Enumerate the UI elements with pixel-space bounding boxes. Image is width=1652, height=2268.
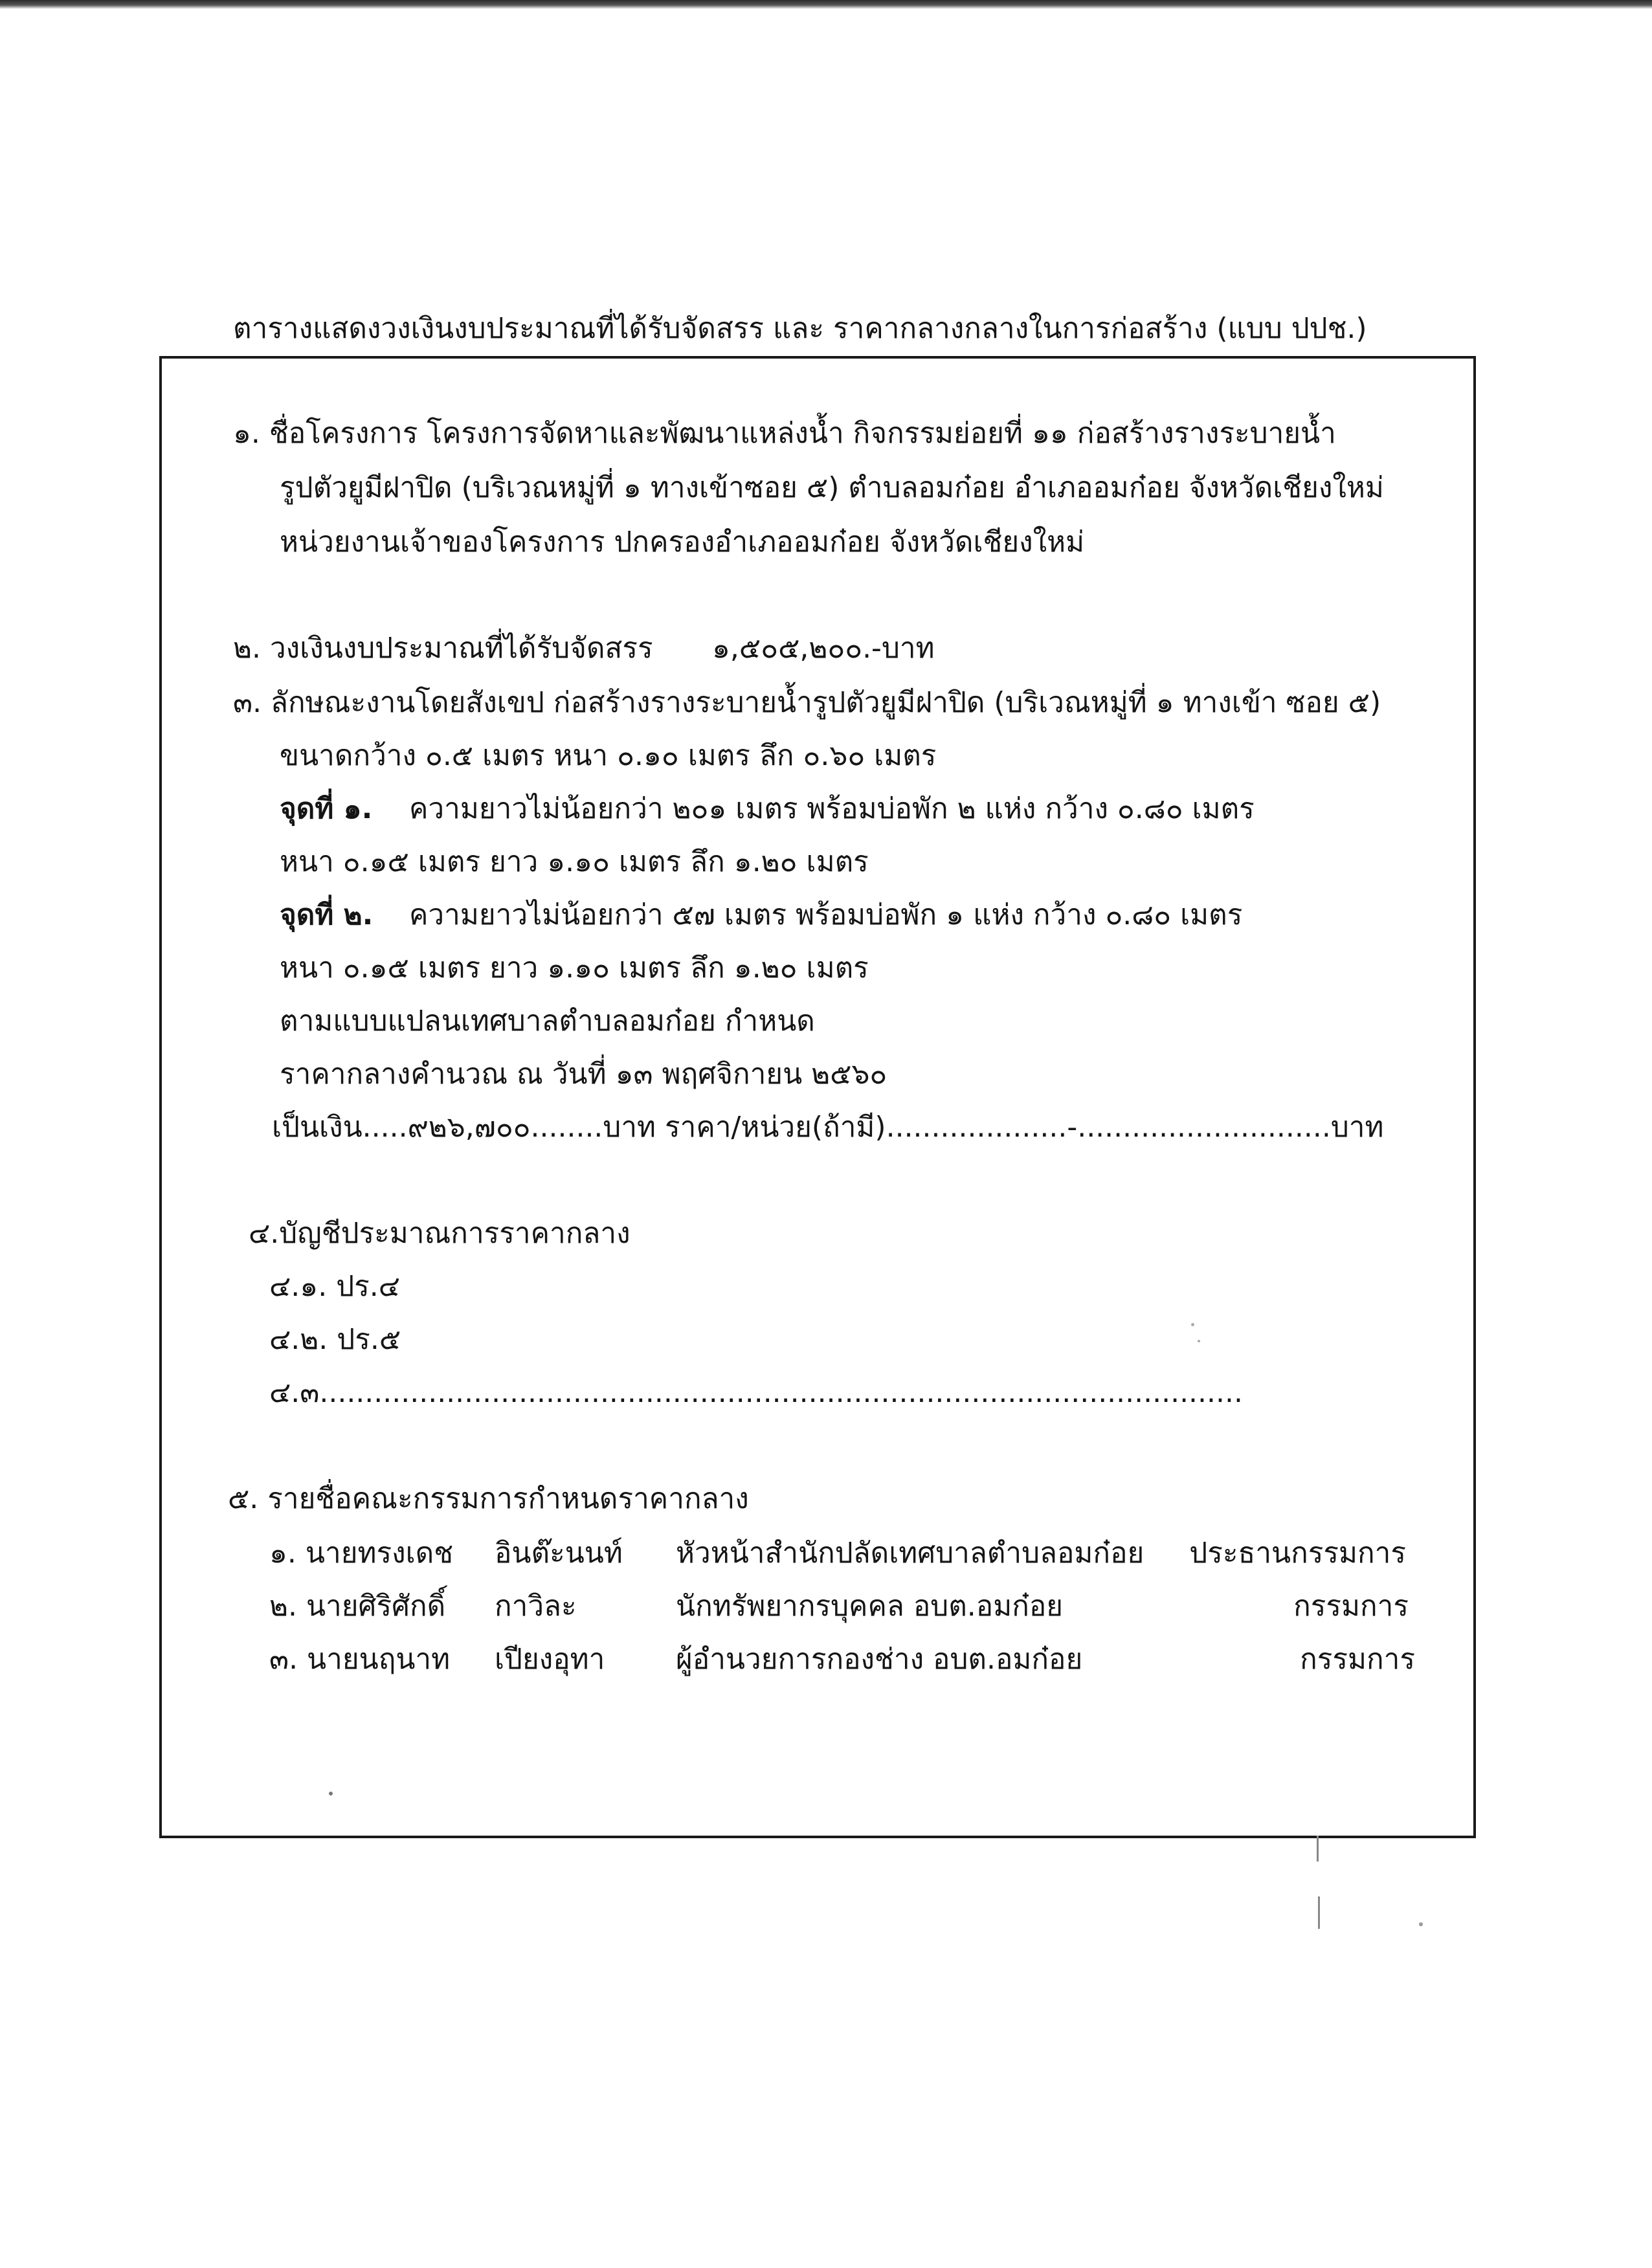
estimate-list-heading: ๔.บัญชีประมาณการราคากลาง xyxy=(249,1217,631,1250)
member-1-role: ประธานกรรมการ xyxy=(1189,1537,1406,1570)
member-3-position: ผู้อำนวยการกองช่าง อบต.อมก๋อย xyxy=(676,1643,1083,1676)
scan-mark xyxy=(1318,1896,1320,1929)
scan-mark xyxy=(1317,1836,1319,1862)
point-2-label: จุดที่ ๒. xyxy=(280,898,374,931)
scan-speck xyxy=(1191,1323,1194,1326)
scan-speck xyxy=(329,1792,333,1796)
member-2-surname: กาวิละ xyxy=(495,1590,577,1623)
estimate-item-2: ๔.๒. ปร.๕ xyxy=(269,1323,401,1356)
project-owner-line: หน่วยงานเจ้าของโครงการ ปกครองอำเภออมก๋อย จังหวัดเชียงใหม่ xyxy=(280,526,1085,559)
amount-line: เป็นเงิน.....๙๒๖,๗๐๐........บาท ราคา/หน่วย(ถ้ามี)....................-............................บาท xyxy=(272,1111,1384,1144)
work-summary-size: ขนาดกว้าง ๐.๕ เมตร หนา ๐.๑๐ เมตร ลึก ๐.๖๐ เมตร xyxy=(280,739,937,772)
estimate-item-1: ๔.๑. ปร.๔ xyxy=(269,1270,401,1303)
member-2-name: ๒. นายศิริศักดิ์ xyxy=(269,1590,446,1623)
project-name-line-1: ๑. ชื่อโครงการ โครงการจัดหาและพัฒนาแหล่งน้ำ กิจกรรมย่อยที่ ๑๑ ก่อสร้างรางระบายน้ำ xyxy=(233,417,1336,450)
estimate-item-3: ๔.๓...................................................................................................... xyxy=(269,1376,1243,1409)
budget-label: ๒. วงเงินงบประมาณที่ได้รับจัดสรร xyxy=(233,632,653,665)
member-1-name: ๑. นายทรงเดช xyxy=(269,1537,454,1570)
member-1-surname: อินต๊ะนนท์ xyxy=(495,1537,623,1570)
scan-top-edge xyxy=(0,0,1652,9)
project-name-line-2: รูปตัวยูมีฝาปิด (บริเวณหมู่ที่ ๑ ทางเข้าซอย ๕) ตำบลอมก๋อย อำเภออมก๋อย จังหวัดเชียงใหม่ xyxy=(280,471,1384,504)
member-2-position: นักทรัพยากรบุคคล อบต.อมก๋อย xyxy=(676,1590,1064,1623)
work-summary-line-1: ๓. ลักษณะงานโดยสังเขป ก่อสร้างรางระบายน้ำรูปตัวยูมีฝาปิด (บริเวณหมู่ที่ ๑ ทางเข้า ซอย ๕) xyxy=(233,686,1381,719)
member-3-name: ๓. นายนฤนาท xyxy=(269,1643,451,1676)
committee-heading: ๕. รายชื่อคณะกรรมการกำหนดราคากลาง xyxy=(228,1482,749,1515)
point-1-text: ความยาวไม่น้อยกว่า ๒๐๑ เมตร พร้อมบ่อพัก ๒ แห่ง กว้าง ๐.๘๐ เมตร xyxy=(409,792,1255,825)
point-1-label: จุดที่ ๑. xyxy=(280,792,373,825)
member-3-surname: เปียงอุทา xyxy=(495,1643,605,1676)
document-title: ตารางแสดงวงเงินงบประมาณที่ได้รับจัดสรร และ ราคากลางกลางในการก่อสร้าง (แบบ ปปช.) xyxy=(233,312,1367,345)
member-1-position: หัวหน้าสำนักปลัดเทศบาลตำบลอมก๋อย xyxy=(676,1537,1144,1570)
scan-speck xyxy=(1419,1922,1423,1926)
point-2-dimensions: หนา ๐.๑๕ เมตร ยาว ๑.๑๐ เมตร ลึก ๑.๒๐ เมตร xyxy=(280,951,869,984)
member-2-role: กรรมการ xyxy=(1293,1590,1409,1623)
point-1-dimensions: หนา ๐.๑๕ เมตร ยาว ๑.๑๐ เมตร ลึก ๑.๒๐ เมตร xyxy=(280,845,869,878)
calculation-date: ราคากลางคำนวณ ณ วันที่ ๑๓ พฤศจิกายน ๒๕๖๐ xyxy=(280,1058,887,1091)
plan-reference: ตามแบบแปลนเทศบาลตำบลอมก๋อย กำหนด xyxy=(280,1005,815,1038)
member-3-role: กรรมการ xyxy=(1300,1643,1415,1676)
scan-speck xyxy=(1198,1340,1200,1342)
point-2-text: ความยาวไม่น้อยกว่า ๕๗ เมตร พร้อมบ่อพัก ๑ แห่ง กว้าง ๐.๘๐ เมตร xyxy=(409,898,1243,931)
budget-value: ๑,๕๐๕,๒๐๐.-บาท xyxy=(712,632,935,665)
